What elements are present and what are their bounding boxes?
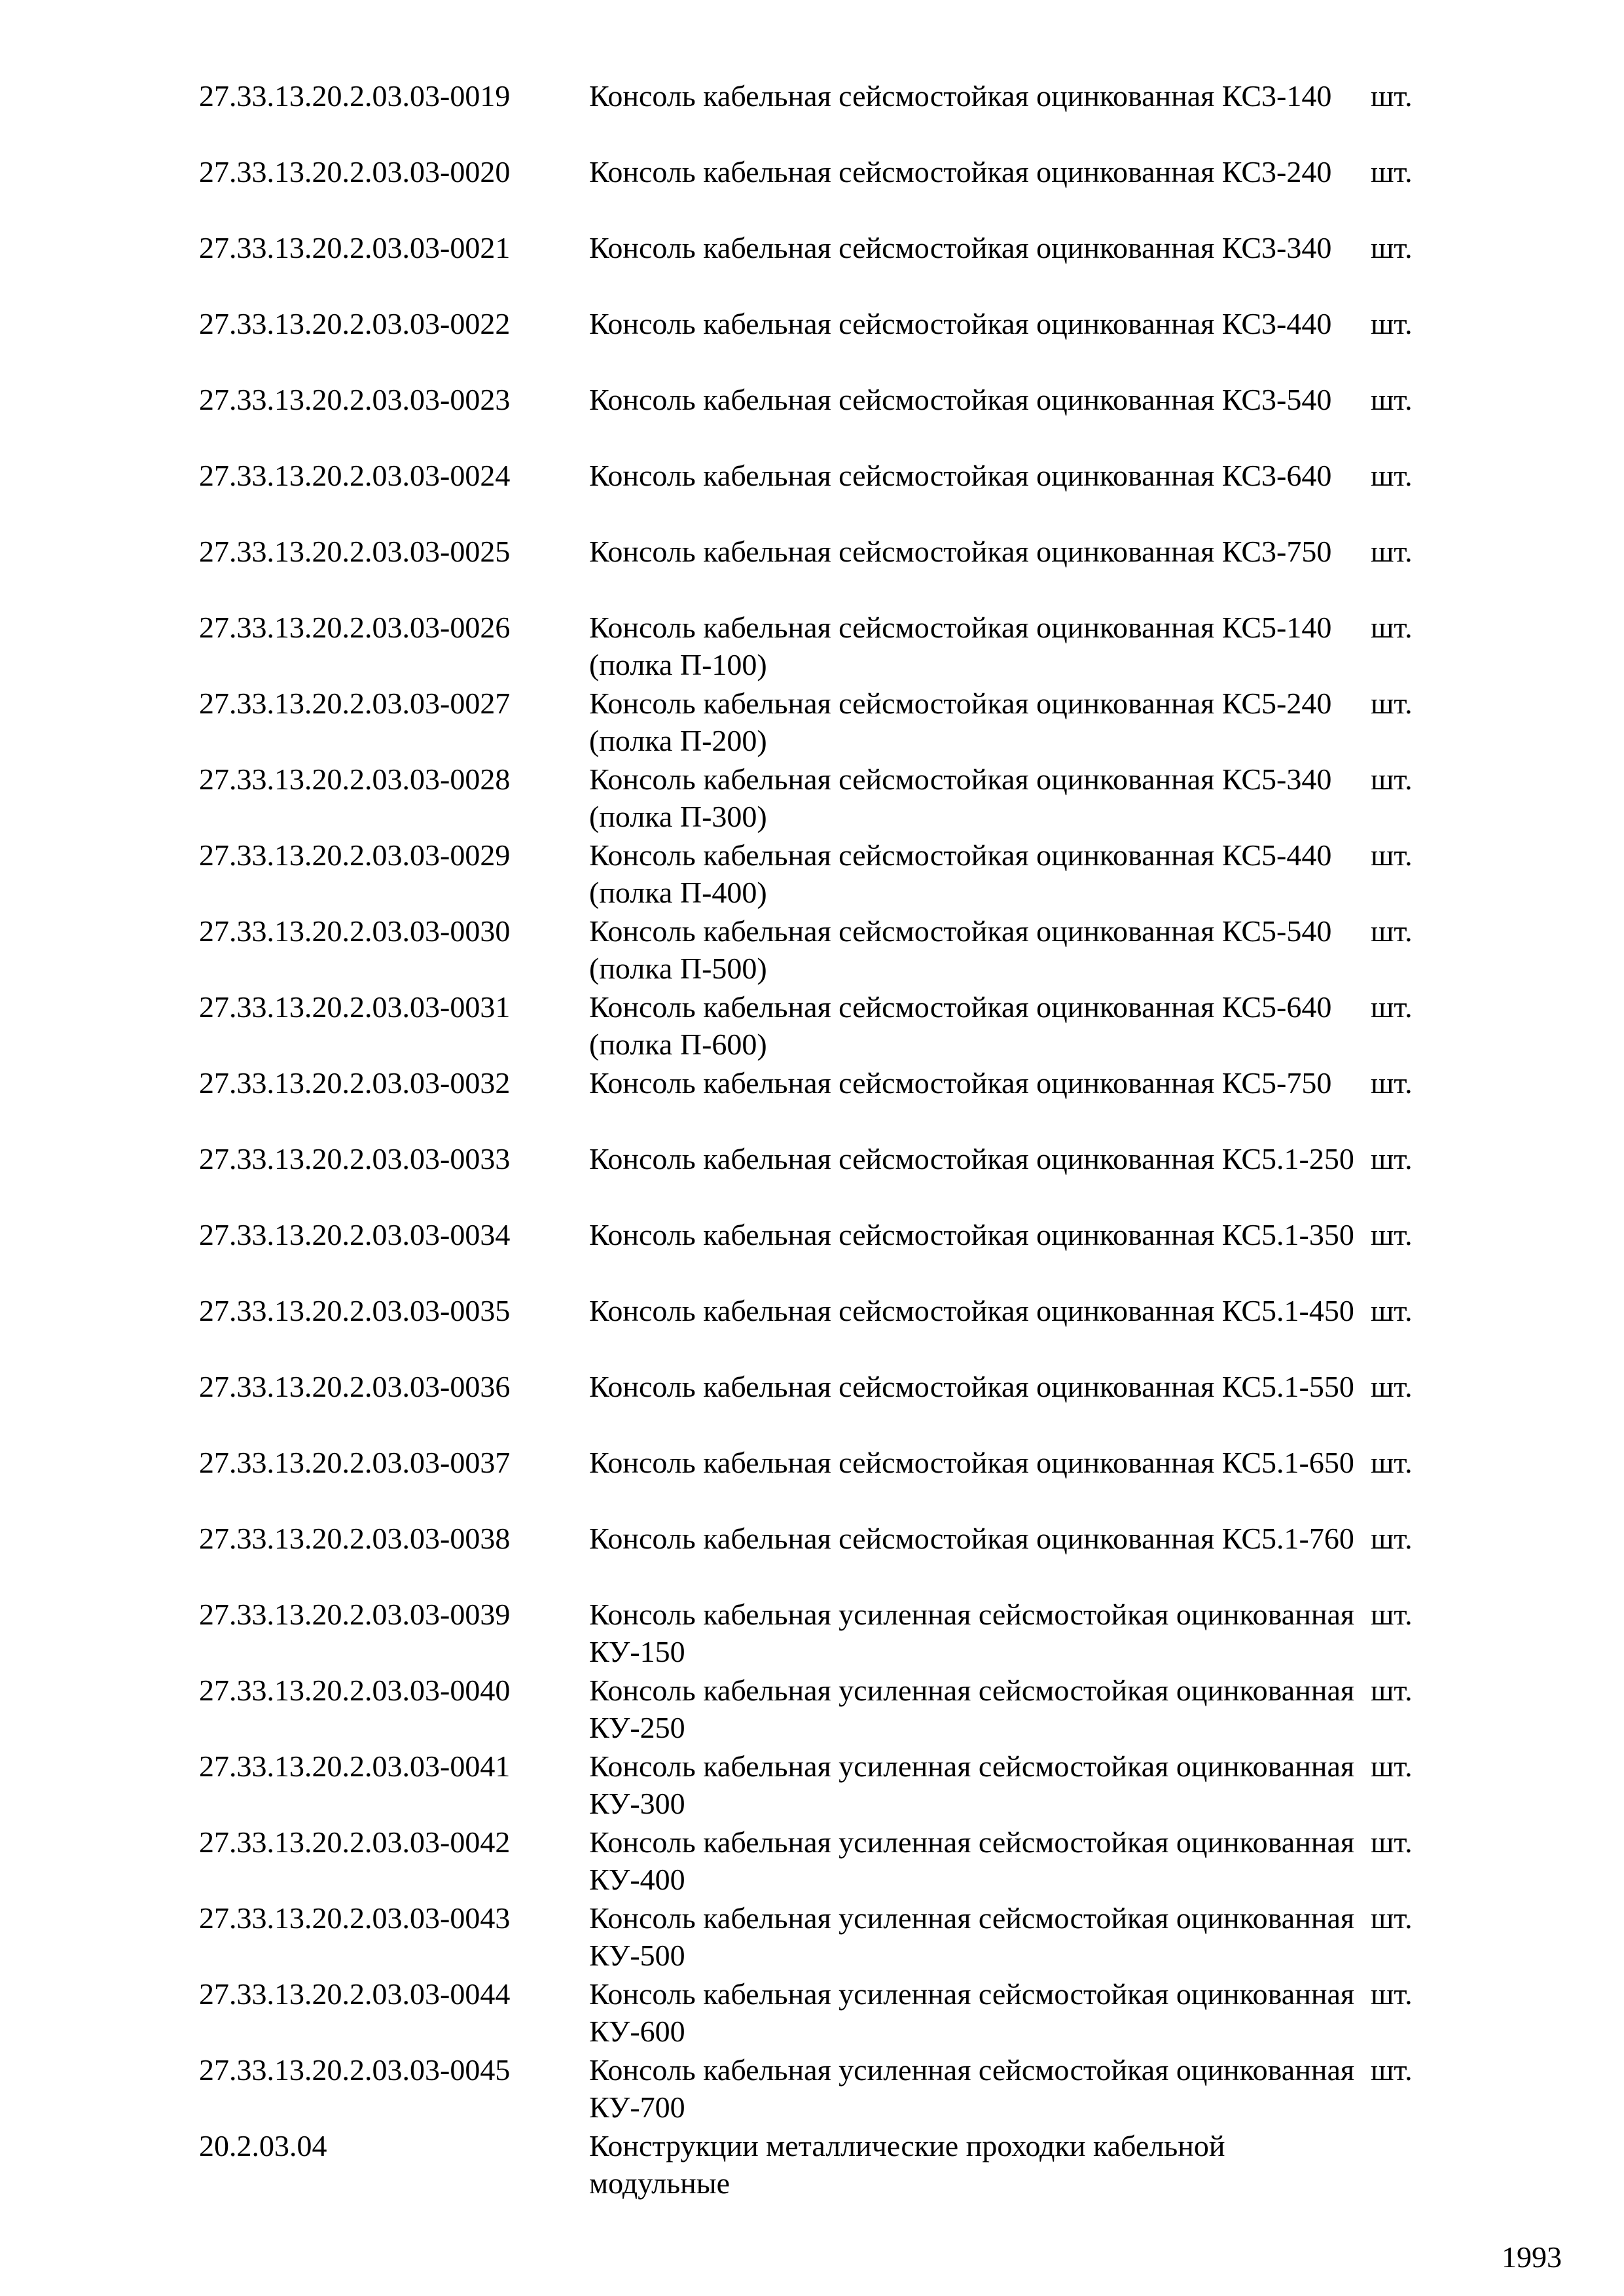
item-name: Консоль кабельная сейсмостойкая оцинкованная КС5.1-550 (589, 1370, 1354, 1403)
item-code: 27.33.13.20.2.03.03-0042 (199, 1825, 511, 1859)
item-name: Консоль кабельная сейсмостойкая оцинкованная КС5.1-450 (589, 1294, 1354, 1327)
item-unit: шт. (1371, 611, 1413, 644)
table-row (199, 1823, 1443, 1899)
item-code: 27.33.13.20.2.03.03-0045 (199, 2053, 511, 2087)
item-unit: шт. (1371, 1598, 1413, 1631)
item-name: Консоль кабельная сейсмостойкая оцинкованная КС3-640 (589, 459, 1332, 492)
table-row (199, 381, 1443, 457)
item-code: 27.33.13.20.2.03.03-0037 (199, 1446, 511, 1479)
item-name: Консоль кабельная сейсмостойкая оцинкованная КС5.1-350 (589, 1218, 1354, 1251)
item-code: 27.33.13.20.2.03.03-0031 (199, 990, 511, 1024)
item-unit: шт. (1371, 79, 1413, 113)
item-code: 27.33.13.20.2.03.03-0040 (199, 1674, 511, 1707)
item-name: Консоль кабельная усиленная сейсмостойкая оцинкованная КУ-500 (589, 1901, 1355, 1972)
item-code: 27.33.13.20.2.03.03-0032 (199, 1066, 511, 1100)
table-row (199, 229, 1443, 305)
item-unit: шт. (1371, 1446, 1413, 1479)
table-row (199, 77, 1443, 153)
item-unit: шт. (1371, 687, 1413, 720)
page-number: 1993 (1502, 2240, 1562, 2274)
item-code: 27.33.13.20.2.03.03-0025 (199, 535, 511, 568)
item-name: Консоль кабельная усиленная сейсмостойкая оцинкованная КУ-700 (589, 2053, 1355, 2124)
table-row (199, 988, 1443, 1064)
item-unit: шт. (1371, 1522, 1413, 1555)
item-name: Консоль кабельная сейсмостойкая оцинкованная КС5.1-650 (589, 1446, 1354, 1479)
item-name: Консоль кабельная сейсмостойкая оцинкованная КС5.1-250 (589, 1142, 1354, 1175)
item-unit: шт. (1371, 1977, 1413, 2011)
table-row (199, 1899, 1443, 1975)
item-unit: шт. (1371, 155, 1413, 188)
item-code: 27.33.13.20.2.03.03-0027 (199, 687, 511, 720)
table-row (199, 1064, 1443, 1140)
section-name: Конструкции металлические проходки кабельной модульные (589, 2129, 1225, 2200)
item-name: Консоль кабельная сейсмостойкая оцинкованная КС5-140 (полка П-100) (589, 611, 1332, 681)
table-row (199, 1368, 1443, 1444)
item-name: Консоль кабельная сейсмостойкая оцинкованная КС3-540 (589, 383, 1332, 416)
item-unit: шт. (1371, 383, 1413, 416)
item-unit: шт. (1371, 1294, 1413, 1327)
item-code: 27.33.13.20.2.03.03-0020 (199, 155, 511, 188)
item-code: 27.33.13.20.2.03.03-0028 (199, 762, 511, 796)
item-name: Консоль кабельная сейсмостойкая оцинкованная КС3-140 (589, 79, 1332, 113)
item-code: 27.33.13.20.2.03.03-0019 (199, 79, 511, 113)
table-row (199, 1596, 1443, 1672)
item-code: 27.33.13.20.2.03.03-0043 (199, 1901, 511, 1935)
table-row (199, 1292, 1443, 1368)
item-name: Консоль кабельная сейсмостойкая оцинкованная КС5-540 (полка П-500) (589, 914, 1332, 985)
item-code: 27.33.13.20.2.03.03-0022 (199, 307, 511, 340)
table-row (199, 533, 1443, 609)
item-name: Консоль кабельная сейсмостойкая оцинкованная КС5-240 (полка П-200) (589, 687, 1332, 757)
item-name: Консоль кабельная сейсмостойкая оцинкованная КС3-340 (589, 231, 1332, 264)
item-code: 27.33.13.20.2.03.03-0044 (199, 1977, 511, 2011)
table-row-section (199, 2127, 1443, 2203)
table-row (199, 1748, 1443, 1823)
item-code: 27.33.13.20.2.03.03-0036 (199, 1370, 511, 1403)
item-unit: шт. (1371, 231, 1413, 264)
item-name: Консоль кабельная сейсмостойкая оцинкованная КС5.1-760 (589, 1522, 1354, 1555)
item-unit: шт. (1371, 990, 1413, 1024)
item-unit: шт. (1371, 1218, 1413, 1251)
table-row (199, 1975, 1443, 2051)
table-row (199, 1520, 1443, 1596)
table-row (199, 761, 1443, 836)
item-unit: шт. (1371, 307, 1413, 340)
item-name: Консоль кабельная сейсмостойкая оцинкованная КС5-340 (полка П-300) (589, 762, 1332, 833)
item-name: Консоль кабельная сейсмостойкая оцинкованная КС5-750 (589, 1066, 1332, 1100)
item-name: Консоль кабельная усиленная сейсмостойкая оцинкованная КУ-600 (589, 1977, 1355, 2048)
table-row (199, 1444, 1443, 1520)
item-name: Консоль кабельная усиленная сейсмостойкая оцинкованная КУ-300 (589, 1749, 1355, 1820)
item-code: 27.33.13.20.2.03.03-0030 (199, 914, 511, 948)
table-row (199, 1672, 1443, 1748)
item-name: Консоль кабельная усиленная сейсмостойкая оцинкованная КУ-400 (589, 1825, 1355, 1896)
item-unit: шт. (1371, 535, 1413, 568)
item-unit: шт. (1371, 1825, 1413, 1859)
item-code: 27.33.13.20.2.03.03-0023 (199, 383, 511, 416)
item-code: 27.33.13.20.2.03.03-0021 (199, 231, 511, 264)
item-code: 27.33.13.20.2.03.03-0029 (199, 838, 511, 872)
item-unit: шт. (1371, 1749, 1413, 1783)
table-row (199, 457, 1443, 533)
item-unit: шт. (1371, 1901, 1413, 1935)
table-row (199, 685, 1443, 761)
item-code: 27.33.13.20.2.03.03-0041 (199, 1749, 511, 1783)
item-name: Консоль кабельная сейсмостойкая оцинкованная КС3-750 (589, 535, 1332, 568)
table-row (199, 912, 1443, 988)
item-name: Консоль кабельная сейсмостойкая оцинкованная КС5-640 (полка П-600) (589, 990, 1332, 1061)
table-row (199, 1140, 1443, 1216)
item-code: 27.33.13.20.2.03.03-0024 (199, 459, 511, 492)
item-code: 27.33.13.20.2.03.03-0038 (199, 1522, 511, 1555)
item-code: 27.33.13.20.2.03.03-0033 (199, 1142, 511, 1175)
item-code: 27.33.13.20.2.03.03-0035 (199, 1294, 511, 1327)
item-unit: шт. (1371, 1066, 1413, 1100)
item-name: Консоль кабельная усиленная сейсмостойкая оцинкованная КУ-150 (589, 1598, 1355, 1668)
table-row (199, 2051, 1443, 2127)
item-unit: шт. (1371, 1370, 1413, 1403)
item-unit: шт. (1371, 1142, 1413, 1175)
item-unit: шт. (1371, 1674, 1413, 1707)
item-unit: шт. (1371, 838, 1413, 872)
item-unit: шт. (1371, 762, 1413, 796)
item-name: Консоль кабельная сейсмостойкая оцинкованная КС3-440 (589, 307, 1332, 340)
item-code: 27.33.13.20.2.03.03-0039 (199, 1598, 511, 1631)
section-code: 20.2.03.04 (199, 2129, 327, 2162)
classifier-table (199, 77, 1443, 2203)
item-unit: шт. (1371, 914, 1413, 948)
table-row (199, 836, 1443, 912)
item-name: Консоль кабельная усиленная сейсмостойкая оцинкованная КУ-250 (589, 1674, 1355, 1744)
item-code: 27.33.13.20.2.03.03-0034 (199, 1218, 511, 1251)
table-row (199, 153, 1443, 229)
item-code: 27.33.13.20.2.03.03-0026 (199, 611, 511, 644)
table-row (199, 305, 1443, 381)
item-unit: шт. (1371, 459, 1413, 492)
item-name: Консоль кабельная сейсмостойкая оцинкованная КС5-440 (полка П-400) (589, 838, 1332, 909)
item-unit: шт. (1371, 2053, 1413, 2087)
table-row (199, 609, 1443, 685)
item-name: Консоль кабельная сейсмостойкая оцинкованная КС3-240 (589, 155, 1332, 188)
table-row (199, 1216, 1443, 1292)
